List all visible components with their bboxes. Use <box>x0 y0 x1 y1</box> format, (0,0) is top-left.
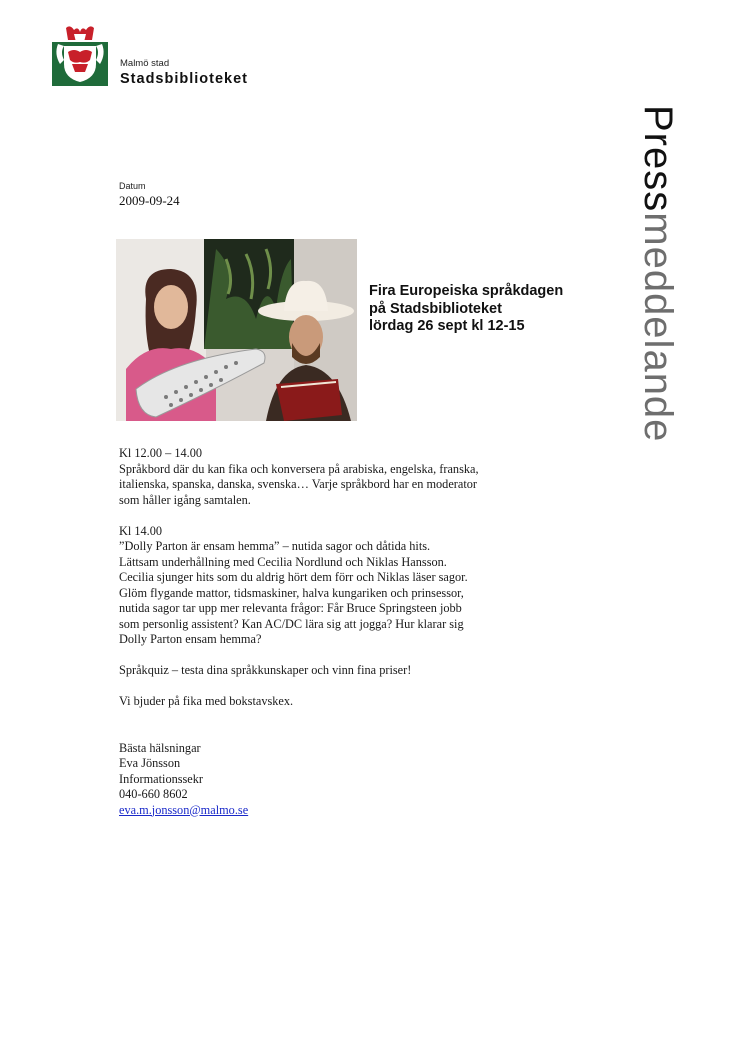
section2-line: ”Dolly Parton är ensam hemma” – nutida sagor och dåtida hits. <box>119 539 431 553</box>
headline-line: lördag 26 sept kl 12-15 <box>369 318 525 334</box>
signature-title: Informationssekr <box>119 771 204 786</box>
email-link[interactable]: eva.m.jonsson@malmo.se <box>119 802 249 817</box>
signature-greeting: Bästa hälsningar <box>119 740 201 755</box>
section1-line: Språkbord där du kan fika och konversera på arabiska, engelska, franska, <box>119 461 479 476</box>
section2-line: Cecilia sjunger hits som du aldrig hört dem förr och Niklas läser sagor. <box>119 570 468 584</box>
headline-line: på Stadsbiblioteket <box>369 300 502 317</box>
date-value: 2009-09-24 <box>119 193 180 208</box>
org-subtitle: Malmö stad <box>120 58 170 69</box>
section1-line: som håller igång samtalen. <box>119 492 251 507</box>
org-name: Stadsbiblioteket <box>120 71 248 87</box>
headline <box>369 283 619 336</box>
section2-time: Kl 14.00 <box>119 523 163 538</box>
date-label: Datum <box>119 181 146 191</box>
event-photo <box>116 239 357 421</box>
section1-line: italienska, spanska, danska, svenska… Varje språkbord har en moderator <box>119 477 477 491</box>
quiz-text: Språkquiz – testa dina språkkunskaper och vinn fina priser! <box>119 663 412 677</box>
pressmeddelande-title <box>638 105 678 442</box>
section2-line: Lättsam underhållning med Cecilia Nordlund och Niklas Hansson. <box>119 554 447 569</box>
title-press: Press <box>636 105 680 213</box>
fika-text: Vi bjuder på fika med bokstavskex. <box>119 694 294 708</box>
malmo-stad-logo <box>52 24 108 86</box>
body-text <box>119 446 579 818</box>
section2-line: Dolly Parton ensam hemma? <box>119 632 262 646</box>
section2-line: som personlig assistent? Kan AC/DC lära sig att jogga? Hur klarar sig <box>119 616 464 631</box>
signature-phone: 040-660 8602 <box>119 787 188 801</box>
section2-line: Glöm flygande mattor, tidsmaskiner, halva kungariken och prinsessor, <box>119 585 464 600</box>
section2-line: nutida sagor tar upp mer relevanta frågor: Får Bruce Springsteen jobb <box>119 601 462 615</box>
section1-time: Kl 12.00 – 14.00 <box>119 446 203 460</box>
signature-name: Eva Jönsson <box>119 756 181 770</box>
title-meddelande: meddelande <box>636 212 680 443</box>
headline-line: Fira Europeiska språkdagen <box>369 283 564 299</box>
